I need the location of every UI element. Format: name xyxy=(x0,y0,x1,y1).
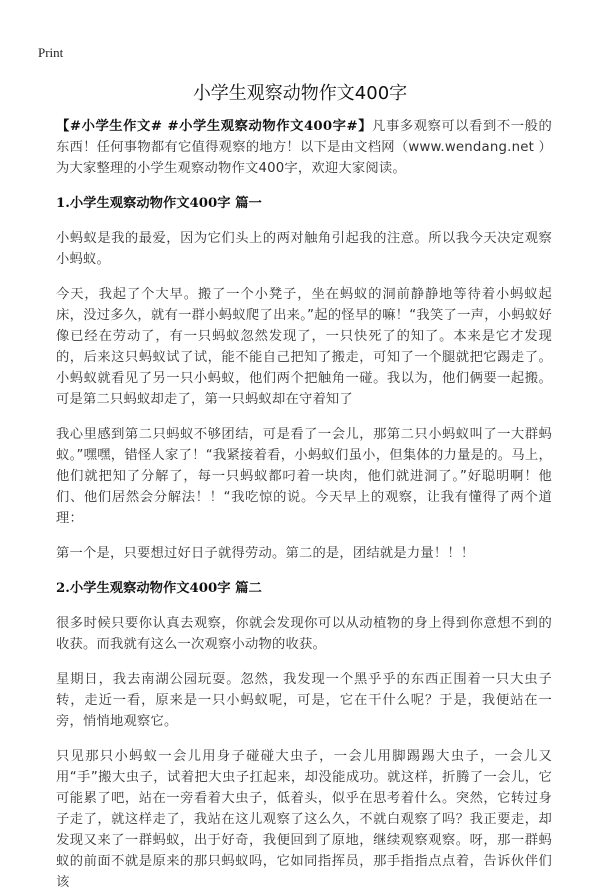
intro-paragraph xyxy=(56,116,552,179)
paragraph: 只见那只小蚂蚁一会儿用身子碰碰大虫子，一会儿用脚踢踢大虫子，一会儿又用“手”搬大虫子，试着把大虫子扛起来，却没能成功。就这样，折腾了一会儿，它可能累了吧，站在一旁看着大虫子，低着头，似乎在思考着什么。突然，它转过身子走了，就这样走了，我站在这儿观察了这么久，不就白观察了吗？我正要走，却发现又来了一群蚂蚁，出于好奇，我便回到了原地，继续观察观察。呀，那一群蚂蚁的前面不就是原来的那只蚂蚁吗，它如同指挥员，那手指指点点着，告诉伙伴们该 xyxy=(56,749,552,890)
section-heading: 2.小学生观察动物作文400字 篇二 xyxy=(56,581,262,596)
intro-text: 凡事多观察可以看到不一般的东西！任何事物都有它值得观察的地方！以下是由文档网（www.wendang.net ）为大家整理的小学生观察动物作文400字，欢迎大家阅读。 xyxy=(56,119,552,176)
paragraph: 小蚂蚁是我的最爱，因为它们头上的两对触角引起我的注意。所以我今天决定观察小蚂蚁。 xyxy=(56,231,552,267)
intro-tags: 【#小学生作文# #小学生观察动物作文400字#】 xyxy=(56,119,373,134)
paragraph: 我心里感到第二只蚂蚁不够团结，可是看了一会儿，那第二只小蚂蚁叫了一大群蚂蚁。”嘿嘿，错怪人家了！“我紧接着看，小蚂蚁们虽小，但集体的力量是的。马上，他们就把知了分解了，每一只蚂蚁都叼着一块肉，他们就进洞了。”好聪明啊！他们、他们居然会分解法！！“我吃惊的说。今天早上的观察，让我有懂得了两个道理： xyxy=(56,427,552,526)
paragraph: 星期日，我去南湖公园玩耍。忽然，我发现一个黑乎乎的东西正围着一只大虫子转，走近一看，原来是一只小蚂蚁呢，可是，它在干什么呢？于是，我便站在一旁，悄悄地观察它。 xyxy=(56,672,552,729)
paragraph: 今天，我起了个大早。搬了一个小凳子，坐在蚂蚁的洞前静静地等待着小蚂蚁起床，没过多久，就有一群小蚂蚁爬了出来。”起的怪早的嘛！“我笑了一声，小蚂蚁好像已经在劳动了，有一只蚂蚁忽然发现了，一只快死了的知了。本来是它才发现的，后来这只蚂蚁试了试，能不能自己把知了搬走，可知了一个腿就把它踢走了。小蚂蚁就看见了另一只小蚂蚁，他们两个把触角一碰。我以为，他们俩要一起搬。可是第二只蚂蚁却走了，第一只蚂蚁却在守着知了 xyxy=(56,287,552,407)
print-label: Print xyxy=(38,45,64,60)
article-body xyxy=(56,116,552,890)
page-title: 小学生观察动物作文400字 xyxy=(192,83,408,104)
section-heading: 1.小学生观察动物作文400字 篇一 xyxy=(56,196,262,211)
paragraph: 第一个是，只要想过好日子就得劳动。第二的是，团结就是力量！！！ xyxy=(56,546,475,561)
paragraph: 很多时候只要你认真去观察，你就会发现你可以从动植物的身上得到你意想不到的收获。而我就有这么一次观察小动物的收获。 xyxy=(56,616,552,652)
